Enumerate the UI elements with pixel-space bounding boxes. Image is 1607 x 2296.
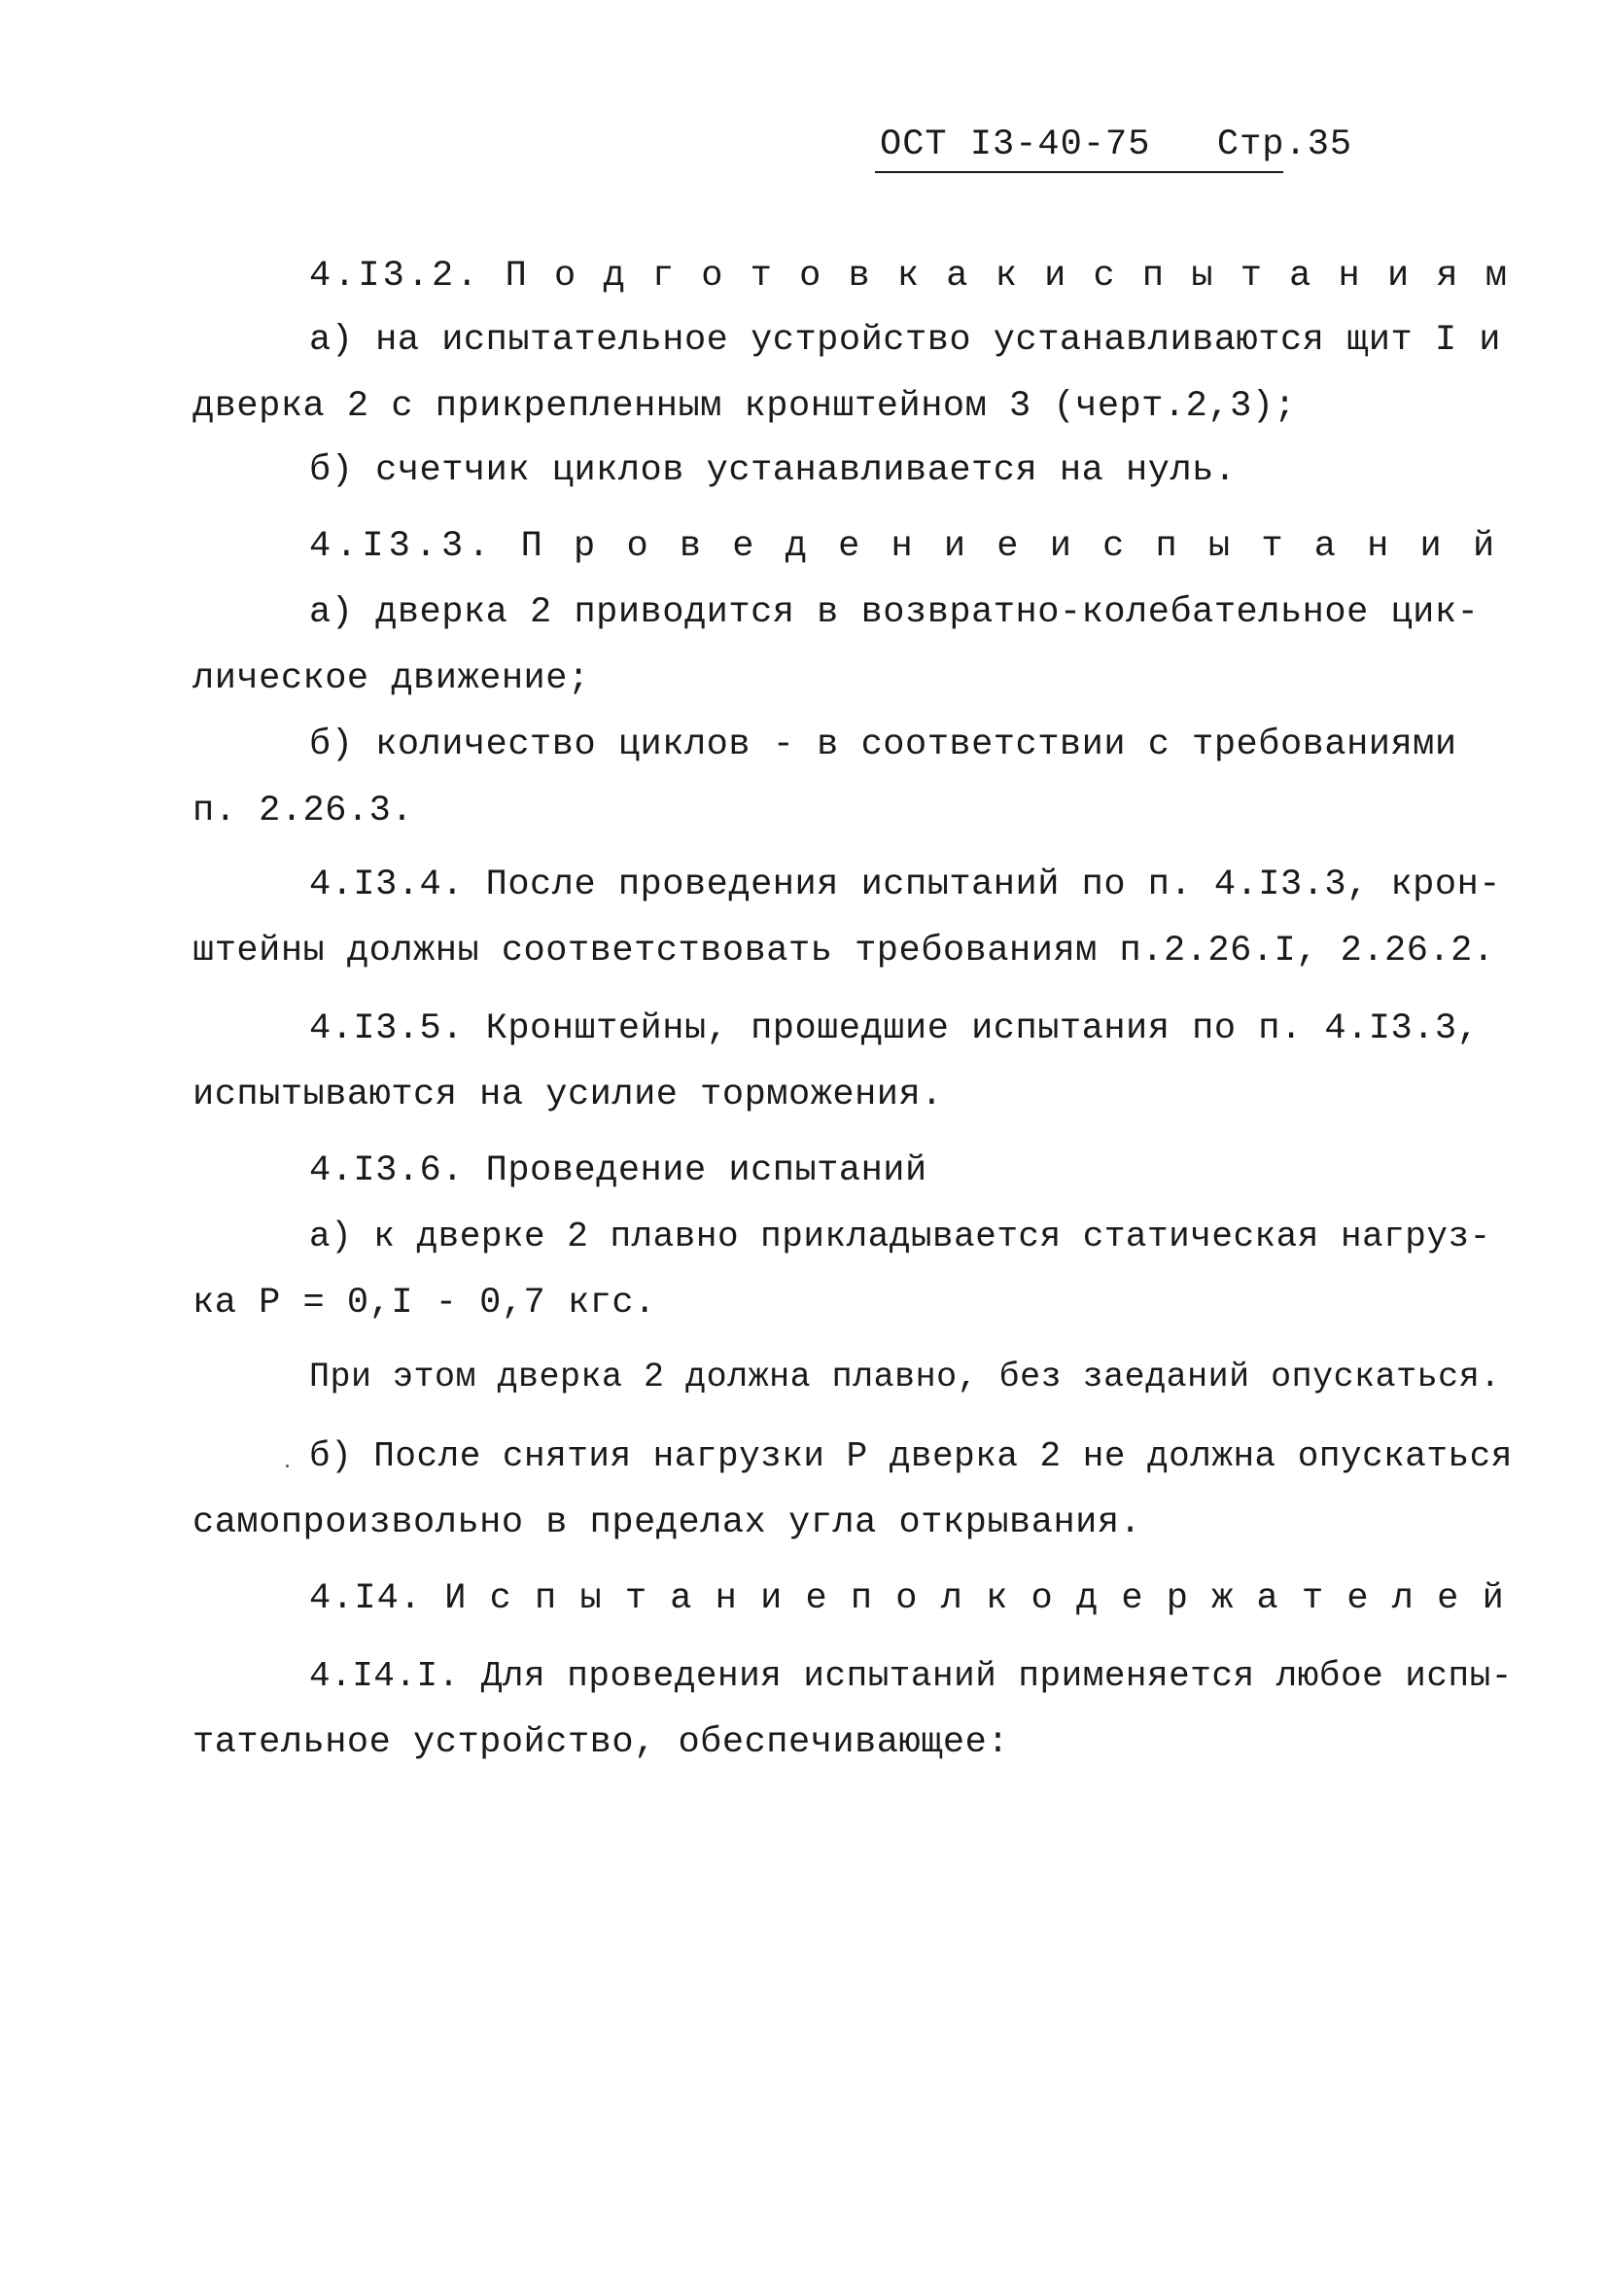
text-line: а) дверка 2 приводится в возвратно-колебательное цик- bbox=[309, 592, 1480, 633]
paragraph-4-13-5: 4.I3.5. Кронштейны, прошедшие испытания по п. 4.I3.3, bbox=[309, 1008, 1480, 1049]
text-line: самопроизвольно в пределах угла открывания. bbox=[192, 1502, 1142, 1543]
text-line: лическое движение; bbox=[192, 658, 590, 699]
text-line: б) количество циклов - в соответствии с требованиями bbox=[309, 724, 1457, 765]
page-header bbox=[880, 124, 1352, 165]
section-heading-4-13-2: 4.I3.2. П о д г о т о в к а к и с п ы т а н и я м bbox=[309, 256, 1510, 297]
section-heading-4-13-3: 4.I3.3. П р о в е д е н и е и с п ы т а н и й bbox=[309, 526, 1500, 567]
text-line: ка P = 0,I - 0,7 кгс. bbox=[192, 1283, 656, 1324]
text-line: п. 2.26.3. bbox=[192, 791, 414, 831]
doc-reference: ОСТ I3-40-75 bbox=[880, 124, 1151, 165]
paragraph-4-13-6: 4.I3.6. Проведение испытаний bbox=[309, 1150, 927, 1191]
paragraph-4-13-4: 4.I3.4. После проведения испытаний по п. 4.I3.3, крон- bbox=[309, 865, 1501, 905]
text-line: а) на испытательное устройство устанавливаются щит I и bbox=[309, 320, 1501, 361]
text-line: испытываются на усилие торможения. bbox=[192, 1075, 943, 1115]
section-heading-4-14: 4.I4. И с п ы т а н и е п о л к о д е р ж а т е л е й bbox=[309, 1578, 1505, 1619]
page-number: Стр.35 bbox=[1216, 124, 1353, 165]
text-line: дверка 2 с прикрепленным кронштейном 3 (черт.2,3); bbox=[192, 386, 1297, 427]
text-line: а) к дверке 2 плавно прикладывается статическая нагруз- bbox=[309, 1217, 1491, 1256]
header-underline bbox=[875, 171, 1283, 173]
text-line: б) счетчик циклов устанавливается на нуль. bbox=[309, 450, 1237, 491]
text-line: штейны должны соответствовать требованиям п.2.26.I, 2.26.2. bbox=[192, 931, 1495, 971]
paragraph-4-14-1: 4.I4.I. Для проведения испытаний применяется любое испы- bbox=[309, 1656, 1513, 1696]
stray-mark bbox=[286, 1465, 289, 1467]
text-line: б) После снятия нагрузки P дверка 2 не должна опускаться bbox=[309, 1436, 1513, 1476]
text-line: тательное устройство, обеспечивающее: bbox=[192, 1722, 1010, 1763]
text-line: При этом дверка 2 должна плавно, без заеданий опускаться. bbox=[309, 1358, 1501, 1396]
